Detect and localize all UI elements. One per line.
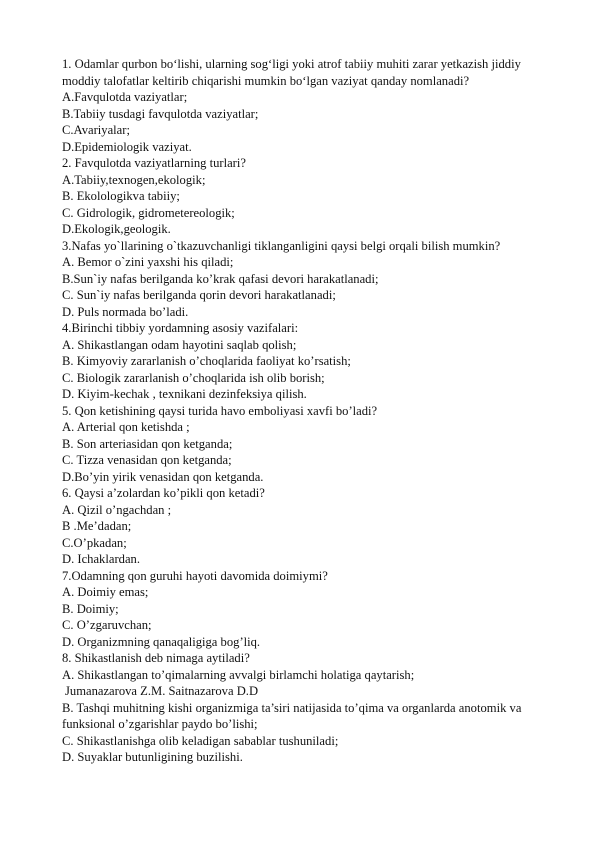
option-c: C. Gidrologik, gidrometereologik; bbox=[62, 205, 235, 220]
question-5 bbox=[62, 403, 552, 486]
question-text: 8. Shikastlanish deb nimaga aytiladi? bbox=[62, 651, 250, 665]
question-4 bbox=[62, 320, 552, 403]
option-b: B. Doimiy; bbox=[62, 601, 119, 616]
option-a: A. Shikastlangan to’qimalarning avvalgi birlamchi holatiga qaytarish; bbox=[62, 667, 415, 682]
question-text: 4.Birinchi tibbiy yordamning asosiy vazifalari: bbox=[62, 321, 299, 335]
option-c: C. Tizza venasidan qon ketganda; bbox=[62, 453, 232, 467]
question-text: 6. Qaysi a’zolardan ko’pikli qon ketadi? bbox=[62, 486, 265, 500]
option-b: B .Me’dadan; bbox=[62, 519, 132, 533]
option-a: A. Doimiy emas; bbox=[62, 585, 149, 599]
option-d: D. Suyaklar butunligining buzilishi. bbox=[62, 750, 243, 764]
option-d: D. Kiyim-kechak , texnikani dezinfeksiya qilish. bbox=[62, 387, 307, 401]
document-page bbox=[62, 56, 552, 766]
option-d: D.Ekologik,geologik. bbox=[62, 222, 171, 236]
question-text: 2. Favqulotda vaziyatlarning turlari? bbox=[62, 156, 246, 170]
option-d: D. Ichaklardan. bbox=[62, 552, 140, 566]
question-text: 1. Odamlar qurbon bo‘lishi, ularning sog‘ligi yoki atrof tabiiy muhiti zarar yetkazish jiddiy moddiy talofatlar keltirib chiqarishi mumkin bo‘lgan vaziyat qanday nomlanadi? bbox=[62, 57, 521, 88]
option-c: C. O’zgaruvchan; bbox=[62, 618, 152, 632]
question-6 bbox=[62, 485, 552, 568]
option-d: D.Bo’yin yirik venasidan qon ketganda. bbox=[62, 469, 264, 484]
option-b: B.Sun`iy nafas berilganda ko’krak qafasi devori harakatlanadi; bbox=[62, 271, 379, 286]
option-d: D.Epidemiologik vaziyat. bbox=[62, 139, 192, 154]
option-c: C. Sun`iy nafas berilganda qorin devori harakatlanadi; bbox=[62, 288, 336, 302]
option-d: D. Organizmning qanaqaligiga bog’liq. bbox=[62, 634, 261, 649]
question-8 bbox=[62, 650, 552, 766]
option-b: B. Ekolologikva tabiiy; bbox=[62, 189, 180, 203]
option-b: B. Kimyoviy zararlanish o’choqlarida faoliyat ko’rsatish; bbox=[62, 354, 351, 368]
option-c: C.O’pkadan; bbox=[62, 535, 127, 550]
option-a: A. Arterial qon ketishda ; bbox=[62, 420, 190, 434]
question-text: 3.Nafas yo`llarining o`tkazuvchanligi tiklanganligini qaysi belgi orqali bilish mumkin? bbox=[62, 238, 501, 253]
option-b: B. Tashqi muhitning kishi organizmiga ta’siri natijasida to’qima va organlarda anotomik va funksional o’zgarishlar paydo bo’lishi; bbox=[62, 700, 522, 731]
option-b: B. Son arteriasidan qon ketganda; bbox=[62, 436, 233, 451]
question-3 bbox=[62, 238, 552, 321]
option-c: C. Shikastlanishga olib keladigan sabablar tushuniladi; bbox=[62, 733, 339, 748]
option-c: C. Biologik zararlanish o’choqlarida ish olib borish; bbox=[62, 370, 325, 385]
question-1 bbox=[62, 56, 552, 155]
question-2 bbox=[62, 155, 552, 238]
question-text: 5. Qon ketishining qaysi turida havo emboliyasi xavfi bo’ladi? bbox=[62, 403, 378, 418]
option-a: A.Favqulotda vaziyatlar; bbox=[62, 90, 188, 104]
option-c: C.Avariyalar; bbox=[62, 123, 130, 137]
author-note: Jumanazarova Z.M. Saitnazarova D.D bbox=[65, 684, 259, 698]
option-a: A. Qizil o’ngachdan ; bbox=[62, 502, 172, 517]
option-a: A. Bemor o`zini yaxshi his qiladi; bbox=[62, 255, 234, 269]
option-b: B.Tabiiy tusdagi favqulotda vaziyatlar; bbox=[62, 106, 259, 121]
option-a: A. Shikastlangan odam hayotini saqlab qolish; bbox=[62, 337, 297, 352]
option-a: A.Tabiiy,texnogen,ekologik; bbox=[62, 172, 206, 187]
question-text: 7.Odamning qon guruhi hayoti davomida doimiymi? bbox=[62, 568, 328, 583]
question-7 bbox=[62, 568, 552, 651]
option-d: D. Puls normada bo’ladi. bbox=[62, 304, 189, 319]
